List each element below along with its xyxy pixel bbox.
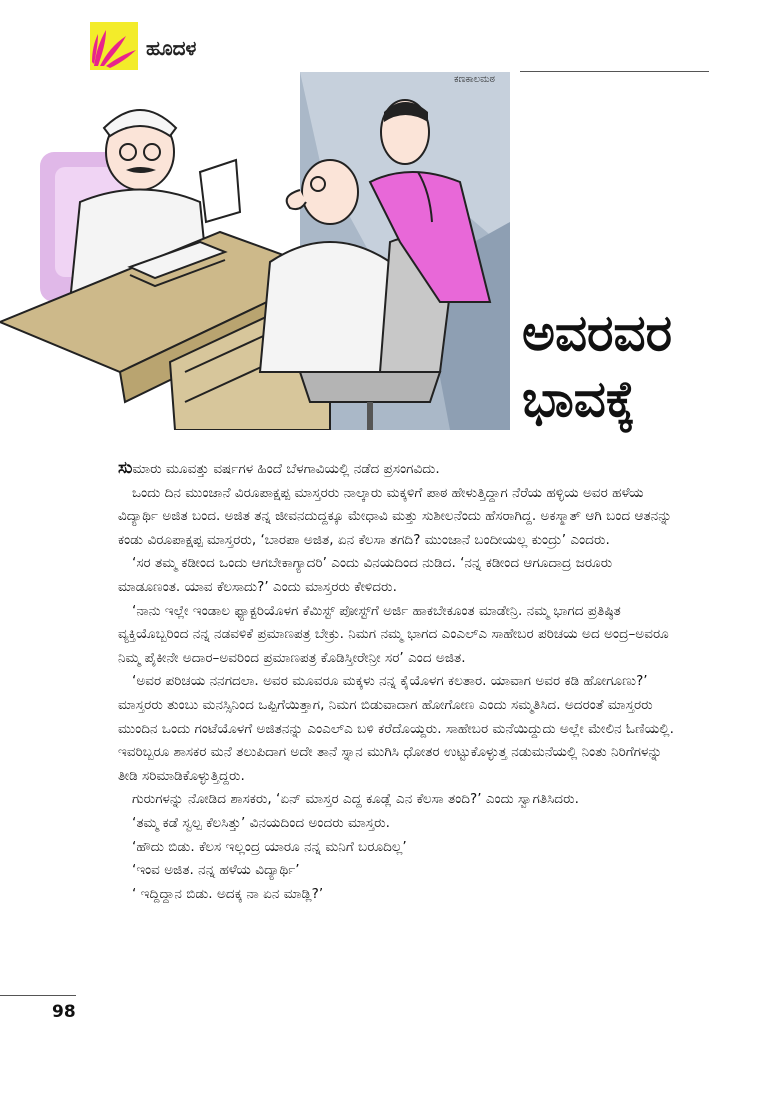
page-number: 98 [52, 1002, 76, 1022]
title-line-2: ಭಾವಕ್ಕೆ [522, 370, 636, 428]
footer-rule [0, 995, 76, 996]
artist-credit: ಕಣಕಾಲಮಠ [454, 74, 495, 85]
cartoon-illustration [0, 72, 510, 430]
paragraph: ‘ಅವರ ಪರಿಚಯ ನನಗದಲಾ. ಅವರ ಮೂವರೂ ಮಕ್ಕಳು ನನ್ನ ಕೈಯೊಳಗ ಕಲತಾರ. ಯಾವಾಗ ಅವರ ಕಡಿ ಹೋಗೂಣು?’ ಮಾಸ್ತರರು ತುಂಬು ಮನಸ್ಸಿನಿಂದ ಒಪ್ಪಿಗೆಯಿತ್ತಾಗ, ನಿಮಗ ಬಿಡುವಾದಾಗ ಹೋಗೋಣ ಎಂದು ಸಮ್ಮತಿಸಿದ. ಅದರಂತೆ ಮಾಸ್ತರರು ಮುಂದಿನ ಒಂದು ಗಂಟೆಯೊಳಗೆ ಅಜಿತನನ್ನು ಎಂಎಲ್‌ಎ ಬಳಿ ಕರೆದೊಯ್ದರು. ಸಾಹೇಬರ ಮನೆಯಿದ್ದುದು ಅಲ್ಲೇ ಮೇಲಿನ ಓಣಿಯಲ್ಲಿ. ಇವರಿಬ್ಬರೂ ಶಾಸಕರ ಮನೆ ತಲುಪಿದಾಗ ಅದೇ ತಾನೆ ಸ್ನಾನ ಮುಗಿಸಿ ಧೋತರ ಉಟ್ಟುಕೊಳ್ಳುತ್ತ ನಡುಮನೆಯಲ್ಲಿ ನಿಂತು ನಿರಿಗೆಗಳನ್ನು ತೀಡಿ ಸರಿಮಾಡಿಕೊಳ್ಳುತ್ತಿದ್ದರು. [118, 673, 674, 784]
magazine-name: ಹೂದಳ [146, 36, 197, 60]
paragraph: ಒಂದು ದಿನ ಮುಂಜಾನೆ ವಿರೂಪಾಕ್ಷಪ್ಪ ಮಾಸ್ತರರು ನಾಲ್ಕಾರು ಮಕ್ಕಳಿಗೆ ಪಾಠ ಹೇಳುತ್ತಿದ್ದಾಗ ನೆರೆಯ ಹಳ್ಳಿಯ ಅವರ ಹಳೆಯ ವಿದ್ಯಾರ್ಥಿ ಅಜಿತ ಬಂದ. ಅಜಿತ ತನ್ನ ಜೀವನದುದ್ದಕ್ಕೂ ಮೇಧಾವಿ ಮತ್ತು ಸುಶೀಲನೆಂದು ಹೆಸರಾಗಿದ್ದ. ಅಕಸ್ಮಾತ್ ಆಗಿ ಬಂದ ಆತನನ್ನು ಕಂಡು ವಿರೂಪಾಕ್ಷಪ್ಪ ಮಾಸ್ತರರು, ‘ಬಾರಪಾ ಅಜಿತ, ಏನ ಕೆಲಸಾ ತಗದಿ? ಮುಂಜಾನೆ ಬಂದೀಯಲ್ಲ ಕುಂದ್ರು’ ಎಂದರು. [118, 484, 672, 548]
magazine-logo [90, 22, 138, 70]
dropcap: ಸು [118, 458, 133, 478]
title-line-1: ಅವರವರ [522, 304, 673, 362]
paragraph-1: ಸುಮಾರು ಮೂವತ್ತು ವರ್ಷಗಳ ಹಿಂದೆ ಬೆಳಗಾವಿಯಲ್ಲಿ ನಡೆದ ಪ್ರಸಂಗವಿದು. [118, 458, 440, 478]
paragraph: ‘ಇಂವ ಅಜಿತ. ನನ್ನ ಹಳೆಯ ವಿದ್ಯಾರ್ಥಿ’ [132, 862, 300, 879]
paragraph: ‘ಸರ ತಮ್ಮ ಕಡೀಂದ ಒಂದು ಆಗಬೇಕಾಗ್ಯಾದರಿ’ ಎಂದು ವಿನಯದಿಂದ ನುಡಿದ. ‘ನನ್ನ ಕಡೀಂದ ಆಗೂದಾದ್ರ ಜರೂರು ಮಾಡೂಣಂತ. ಯಾವ ಕೆಲಸಾದು?’ ಎಂದು ಮಾಸ್ತರರು ಕೇಳಿದರು. [118, 555, 613, 595]
paragraph: ‘ ಇದ್ದಿದ್ದಾನ ಬಿಡು. ಅದಕ್ಕ ನಾ ಏನ ಮಾಡ್ಲಿ?’ [132, 885, 324, 902]
paragraph: ಗುರುಗಳನ್ನು ನೋಡಿದ ಶಾಸಕರು, ‘ಏನ್ ಮಾಸ್ತರ ಎದ್ದ ಕೂಡ್ಲೆ ಎನ ಕೆಲಸಾ ತಂದಿ?’ ಎಂದು ಸ್ವಾಗತಿಸಿದರು. [132, 791, 579, 808]
paragraph: ‘ನಾನು ಇಲ್ಲೇ ಇಂಡಾಲ ಫ್ಯಾಕ್ಟರಿಯೊಳಗ ಕೆಮಿಸ್ಟ್ ಪೋಸ್ಟ್‌ಗೆ ಅರ್ಜಿ ಹಾಕಬೇಕೂಂತ ಮಾಡೇನ್ರಿ. ನಮ್ಮ ಭಾಗದ ಪ್ರತಿಷ್ಠಿತ ವ್ಯಕ್ತಿಯೊಬ್ಬರಿಂದ ನನ್ನ ನಡವಳಿಕೆ ಪ್ರಮಾಣಪತ್ರ ಬೇಕ್ರು. ನಿಮಗ ನಮ್ಮ ಭಾಗದ ಎಂಎಲ್‌ಎ ಸಾಹೇಬರ ಪರಿಚಯ ಅದ ಅಂದ್ರ–ಅವರೂ ನಿಮ್ಮ ಪೈಕೀನೇ ಅದಾರ–ಅವರಿಂದ ಪ್ರಮಾಣಪತ್ರ ಕೊಡಿಸ್ತೀರೇನ್ರೀ ಸರ’ ಎಂದ ಅಜಿತ. [118, 602, 669, 666]
paragraph: ‘ಹೌದು ಬಿಡು. ಕೆಲಸ ಇಲ್ಲಂದ್ರ ಯಾರೂ ನನ್ನ ಮನಿಗೆ ಬರೂದಿಲ್ಲ’ [132, 838, 407, 855]
header-rule [520, 71, 709, 72]
paragraph: ‘ತಮ್ಮ ಕಡೆ ಸ್ವಲ್ಪ ಕೆಲಸಿತ್ತು’ ವಿನಯದಿಂದ ಅಂದರು ಮಾಸ್ತರು. [132, 814, 390, 831]
article-body [118, 457, 678, 906]
article-title [522, 300, 672, 432]
